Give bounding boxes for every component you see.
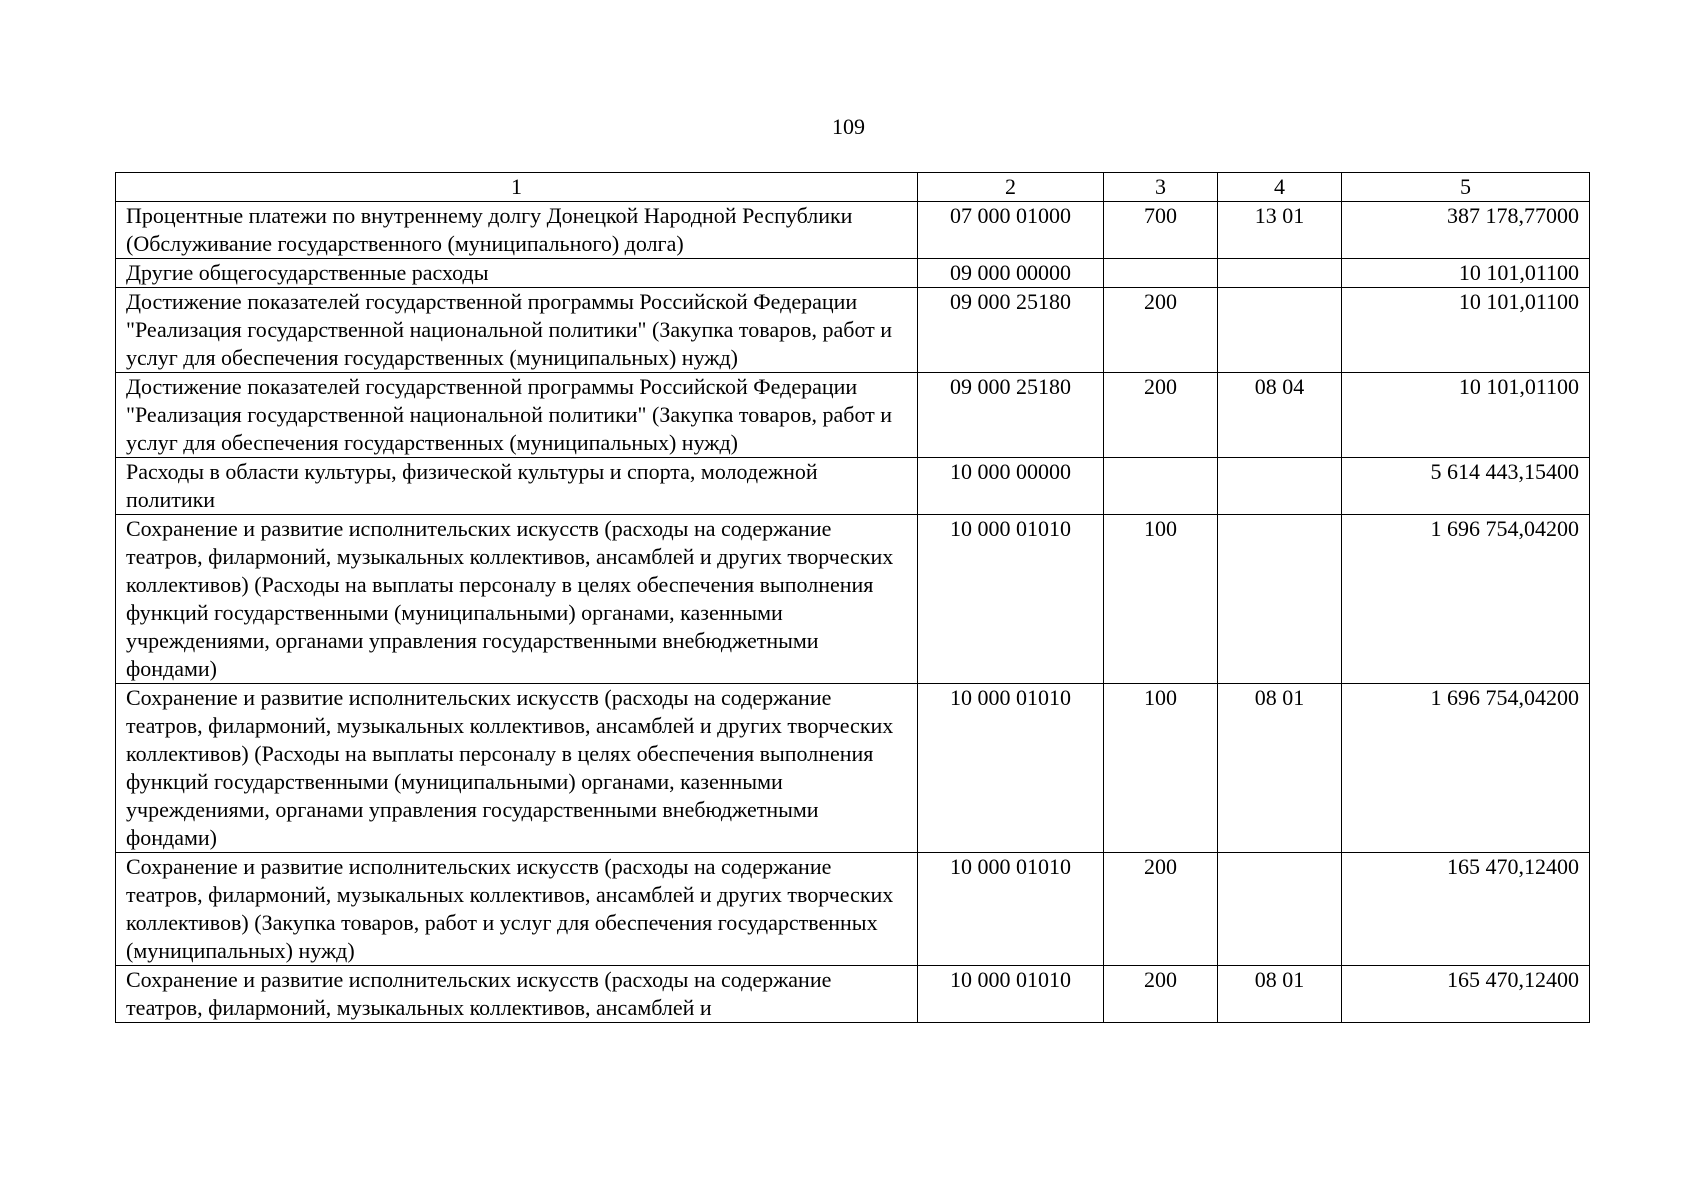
table-row (116, 259, 1590, 288)
table-row (116, 288, 1590, 373)
row-expense-type-cell: 700 (1104, 202, 1218, 259)
row-sum-cell: 10 101,01100 (1342, 373, 1590, 458)
row-code-cell: 10 000 01010 (918, 853, 1104, 966)
row-name-cell: Достижение показателей государственной программы Российской Федерации "Реализация государственной национальной политики" (Закупка товаров, работ и услуг для обеспечения государственных (муниципальных) нужд) (116, 373, 918, 458)
table-row (116, 684, 1590, 853)
row-name-cell: Сохранение и развитие исполнительских искусств (расходы на содержание театров, филармоний, музыкальных коллективов, ансамблей и (116, 966, 918, 1023)
row-section-cell: 08 04 (1218, 373, 1342, 458)
row-expense-type-cell: 200 (1104, 966, 1218, 1023)
row-section-cell (1218, 853, 1342, 966)
row-code-cell: 10 000 00000 (918, 458, 1104, 515)
column-header-1: 1 (116, 173, 918, 202)
table-row (116, 966, 1590, 1023)
row-section-cell (1218, 288, 1342, 373)
row-sum-cell: 387 178,77000 (1342, 202, 1590, 259)
column-header-3: 3 (1104, 173, 1218, 202)
row-name-cell: Сохранение и развитие исполнительских искусств (расходы на содержание театров, филармоний, музыкальных коллективов, ансамблей и других творческих коллективов) (Расходы на выплаты персоналу в целях обеспечения выполнения функций государственными (муниципальными) органами, казенными учреждениями, органами управления государственными внебюджетными фондами) (116, 684, 918, 853)
table-row (116, 515, 1590, 684)
row-expense-type-cell: 200 (1104, 853, 1218, 966)
row-sum-cell: 10 101,01100 (1342, 288, 1590, 373)
column-header-4: 4 (1218, 173, 1342, 202)
row-code-cell: 07 000 01000 (918, 202, 1104, 259)
row-section-cell: 08 01 (1218, 966, 1342, 1023)
row-sum-cell: 165 470,12400 (1342, 966, 1590, 1023)
row-code-cell: 09 000 00000 (918, 259, 1104, 288)
row-code-cell: 09 000 25180 (918, 373, 1104, 458)
row-sum-cell: 10 101,01100 (1342, 259, 1590, 288)
row-section-cell: 13 01 (1218, 202, 1342, 259)
row-expense-type-cell (1104, 259, 1218, 288)
page-number: 109 (832, 114, 865, 139)
row-expense-type-cell: 200 (1104, 288, 1218, 373)
row-section-cell (1218, 458, 1342, 515)
table-header-row (116, 173, 1590, 202)
row-sum-cell: 1 696 754,04200 (1342, 684, 1590, 853)
row-section-cell (1218, 515, 1342, 684)
column-header-2: 2 (918, 173, 1104, 202)
row-code-cell: 10 000 01010 (918, 684, 1104, 853)
row-sum-cell: 1 696 754,04200 (1342, 515, 1590, 684)
row-expense-type-cell (1104, 458, 1218, 515)
budget-table (115, 172, 1590, 1023)
table-row (116, 853, 1590, 966)
row-name-cell: Сохранение и развитие исполнительских искусств (расходы на содержание театров, филармоний, музыкальных коллективов, ансамблей и других творческих коллективов) (Расходы на выплаты персоналу в целях обеспечения выполнения функций государственными (муниципальными) органами, казенными учреждениями, органами управления государственными внебюджетными фондами) (116, 515, 918, 684)
row-expense-type-cell: 100 (1104, 515, 1218, 684)
row-code-cell: 10 000 01010 (918, 966, 1104, 1023)
row-section-cell (1218, 259, 1342, 288)
row-name-cell: Процентные платежи по внутреннему долгу Донецкой Народной Республики (Обслуживание государственного (муниципального) долга) (116, 202, 918, 259)
row-section-cell: 08 01 (1218, 684, 1342, 853)
row-code-cell: 10 000 01010 (918, 515, 1104, 684)
row-name-cell: Другие общегосударственные расходы (116, 259, 918, 288)
row-sum-cell: 165 470,12400 (1342, 853, 1590, 966)
row-name-cell: Расходы в области культуры, физической культуры и спорта, молодежной политики (116, 458, 918, 515)
row-code-cell: 09 000 25180 (918, 288, 1104, 373)
row-expense-type-cell: 100 (1104, 684, 1218, 853)
row-sum-cell: 5 614 443,15400 (1342, 458, 1590, 515)
row-expense-type-cell: 200 (1104, 373, 1218, 458)
column-header-5: 5 (1342, 173, 1590, 202)
row-name-cell: Сохранение и развитие исполнительских искусств (расходы на содержание театров, филармоний, музыкальных коллективов, ансамблей и других творческих коллективов) (Закупка товаров, работ и услуг для обеспечения государственных (муниципальных) нужд) (116, 853, 918, 966)
row-name-cell: Достижение показателей государственной программы Российской Федерации "Реализация государственной национальной политики" (Закупка товаров, работ и услуг для обеспечения государственных (муниципальных) нужд) (116, 288, 918, 373)
table-row (116, 373, 1590, 458)
table-row (116, 202, 1590, 259)
table-row (116, 458, 1590, 515)
